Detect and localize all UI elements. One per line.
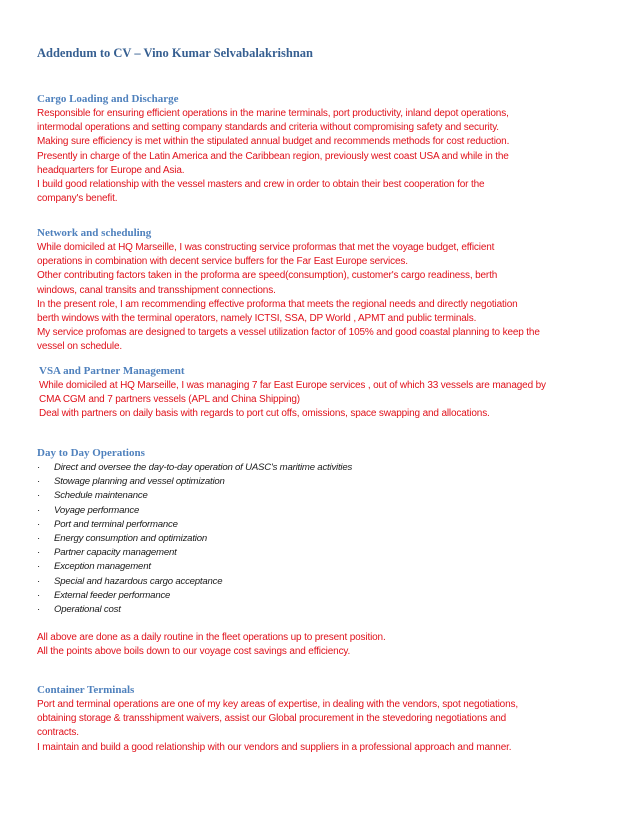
bullet-icon: ·: [37, 533, 40, 545]
bullet-icon: ·: [37, 504, 40, 516]
section-heading: Container Terminals: [37, 684, 135, 696]
list-item: · Schedule maintenance: [37, 489, 607, 503]
paragraph-line: Port and terminal operations are one of my key areas of expertise, in dealing with the vendors, spot negotiations,: [37, 699, 518, 710]
paragraph-line: vessel on schedule.: [37, 341, 122, 353]
paragraph-line: berth windows with the terminal operators, namely ICTSI, SSA, DP World , APMT and public terminals.: [37, 313, 477, 325]
bullet-icon: ·: [37, 462, 40, 473]
bullet-icon: ·: [37, 575, 40, 587]
list-item: · Direct and oversee the day-to-day operation of UASC's maritime activities: [37, 461, 607, 475]
paragraph-line: headquarters for Europe and Asia.: [37, 164, 185, 176]
section-network-scheduling: [37, 226, 607, 355]
bullet-icon: ·: [37, 476, 40, 488]
paragraph-line: windows, canal transits and transshipment connections.: [37, 284, 276, 296]
list-item: · Partner capacity management: [37, 546, 607, 560]
section-cargo-loading: [37, 92, 607, 206]
paragraph-line: Responsible for ensuring efficient operations in the marine terminals, port productivity, inland depot operations,: [37, 108, 509, 119]
list-item: · Special and hazardous cargo acceptance: [37, 575, 607, 589]
operations-bullet-list: [37, 461, 607, 617]
paragraph-line: All above are done as a daily routine in the fleet operations up to present position.: [37, 632, 386, 644]
list-item: · Energy consumption and optimization: [37, 532, 607, 546]
bullet-icon: ·: [37, 547, 40, 559]
section-container-terminals: [37, 683, 607, 755]
paragraph-line: contracts.: [37, 727, 79, 739]
section-heading: VSA and Partner Management: [39, 365, 185, 377]
paragraph-line: CMA CGM and 7 partners vessels (APL and China Shipping): [39, 394, 300, 406]
paragraph-line: Deal with partners on daily basis with regards to port cut offs, omissions, space swapping and allocations.: [39, 408, 490, 420]
paragraph-line: All the points above boils down to our voyage cost savings and efficiency.: [37, 646, 351, 658]
paragraph-line: Other contributing factors taken in the proforma are speed(consumption), customer's cargo readiness, berth: [37, 270, 498, 282]
list-item: · Port and terminal performance: [37, 518, 607, 532]
bullet-icon: ·: [37, 518, 40, 530]
list-item: · Voyage performance: [37, 504, 607, 518]
section-vsa-partner: [39, 364, 609, 422]
paragraph-line: While domiciled at HQ Marseille, I was constructing service proformas that met the voyage budget, efficient: [37, 242, 495, 253]
section-heading: Network and scheduling: [37, 227, 152, 239]
paragraph-line: I maintain and build a good relationship with our vendors and suppliers in a professional approach and manner.: [37, 741, 512, 753]
section-day-to-day: [37, 446, 607, 660]
paragraph-line: company's benefit.: [37, 193, 118, 205]
bullet-icon: ·: [37, 604, 40, 616]
bullet-icon: ·: [37, 589, 40, 601]
paragraph-line: operations in combination with decent service buffers for the Far East Europe services.: [37, 256, 408, 268]
bullet-icon: ·: [37, 561, 40, 573]
section-heading: Day to Day Operations: [37, 447, 145, 459]
paragraph-line: intermodal operations and setting company standards and criteria without compromising safety and security.: [37, 122, 499, 134]
list-item: · Exception management: [37, 560, 607, 574]
list-item: · External feeder performance: [37, 589, 607, 603]
paragraph-line: I build good relationship with the vessel masters and crew in order to obtain their best cooperation for the: [37, 179, 485, 191]
document-title: Addendum to CV – Vino Kumar Selvabalakrishnan: [37, 46, 314, 60]
paragraph-line: Presently in charge of the Latin America and the Caribbean region, previously west coast USA and while in the: [37, 150, 509, 162]
paragraph-line: Making sure efficiency is met within the stipulated annual budget and recommends methods for cost reduction.: [37, 136, 510, 148]
bullet-icon: ·: [37, 490, 40, 502]
paragraph-line: obtaining storage & transshipment waivers, assist our Global procurement in the stevedoring negotiations and: [37, 713, 507, 725]
paragraph-line: While domiciled at HQ Marseille, I was managing 7 far East Europe services , out of which 33 vessels are managed by: [39, 380, 546, 391]
paragraph-line: My service profomas are designed to targets a vessel utilization factor of 105% and good coastal planning to keep the: [37, 327, 540, 339]
paragraph-line: In the present role, I am recommending effective proforma that meets the regional needs and directly negotiation: [37, 298, 518, 310]
list-item: · Stowage planning and vessel optimization: [37, 475, 607, 489]
list-item: · Operational cost: [37, 603, 607, 617]
section-heading: Cargo Loading and Discharge: [37, 93, 179, 105]
